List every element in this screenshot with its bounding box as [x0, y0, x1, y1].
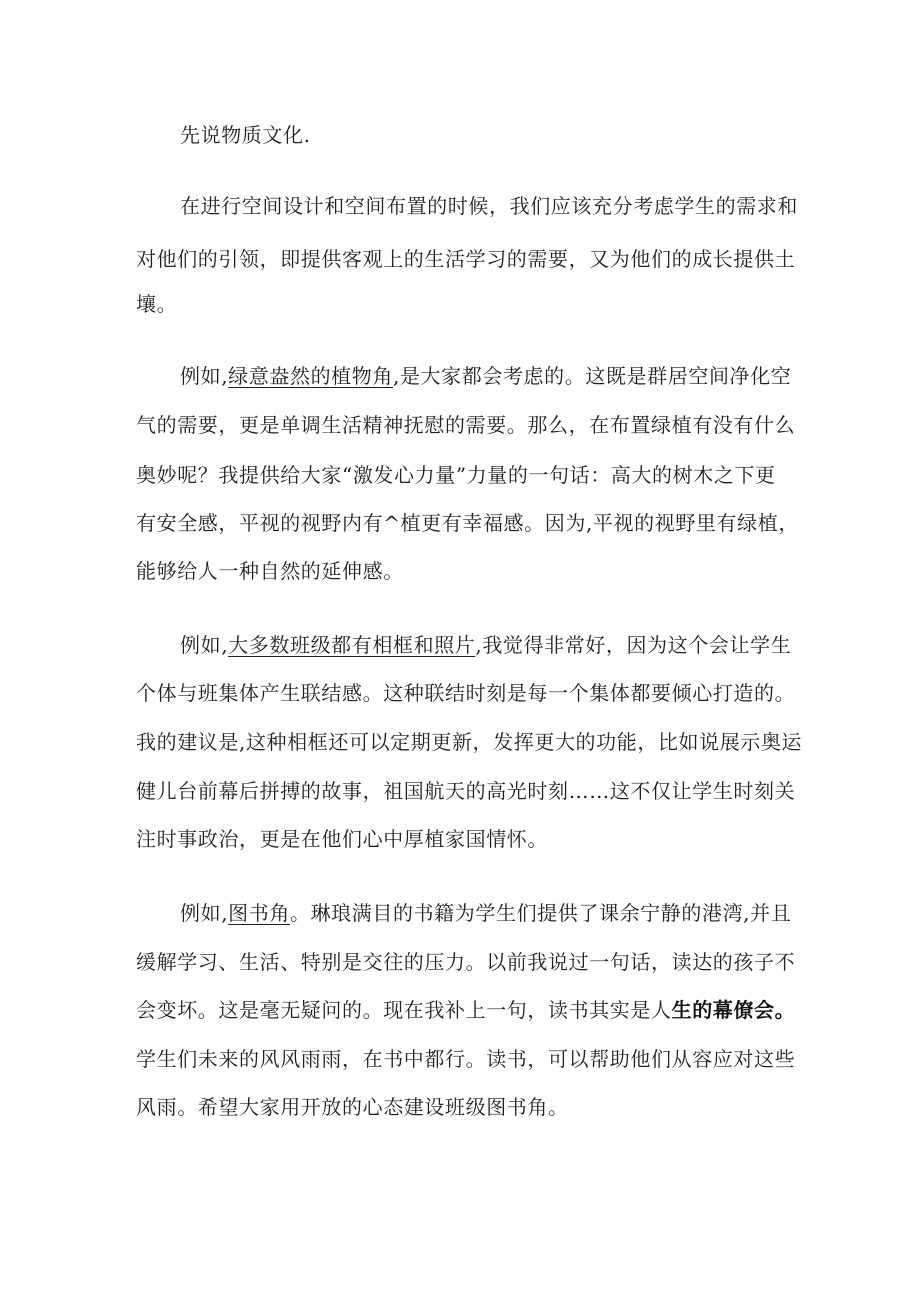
- para3-line-1: [180, 631, 790, 659]
- para1-line-1: 在进行空间设计和空间布置的时候，我们应该充分考虑学生的需求和: [180, 194, 798, 218]
- para2-prefix: 例如,: [180, 364, 229, 388]
- para1-line-3: 壤。: [136, 292, 178, 316]
- para3-line-5: 注时事政治，更是在他们心中厚植家国情怀。: [136, 827, 548, 851]
- book-corner-link: 图书角: [228, 901, 290, 925]
- plant-corner-link: 绿意盎然的植物角: [228, 364, 393, 388]
- para2-line-1: [180, 362, 790, 390]
- para1-line-2: 对他们的引领，即提供客观上的生活学习的需要，又为他们的成长提供土: [136, 247, 796, 271]
- para4-prefix: 例如,: [180, 901, 229, 925]
- para2-line-3: 奥妙呢？我提供给大家“激发心力量”力量的一句话：高大的树木之下更: [136, 463, 776, 487]
- para4-line-4: 学生们未来的风风雨雨，在书中都行。读书，可以帮助他们从容应对这些: [136, 1047, 796, 1071]
- para3-line-3: 我的建议是,这种相框还可以定期更新，发挥更大的功能，比如说展示奥运: [136, 730, 803, 754]
- para3-line-2: 个体与班集体产生联结感。这种联结时刻是每一个集体都要倾心打造的。: [136, 681, 796, 705]
- para3-suffix: ,我觉得非常好，因为这个会让学生: [475, 633, 792, 657]
- para4-suffix: 。琳琅满目的书籍为学生们提供了课余宁静的港湾,并且: [289, 901, 792, 925]
- para4-line3-text: 会变坏。这是毫无疑问的。现在我补上一句，读书其实是人: [136, 998, 672, 1022]
- para2-line-2: 气的需要，更是单调生活精神抚慰的需要。那么，在布置绿植有没有什么: [136, 413, 796, 437]
- photo-frames-link: 大多数班级都有相框和照片: [228, 633, 476, 657]
- para2-suffix: ,是大家都会考虑的。这既是群居空间净化空: [392, 364, 792, 388]
- para3-line-4: 健儿台前幕后拼搏的故事，祖国航天的高光时刻……这不仅让学生时刻关: [136, 779, 796, 803]
- intro-line: 先说物质文化.: [180, 123, 311, 147]
- para4-bold-text: 生的幕僚会。: [671, 998, 796, 1022]
- para3-prefix: 例如,: [180, 633, 229, 657]
- para4-line-3: [136, 996, 796, 1024]
- para4-line-1: [180, 899, 790, 927]
- para2-line-5: 能够给人一种自然的延伸感。: [136, 559, 404, 583]
- para2-line-4: 有安全感，平视的视野内有^植更有幸福感。因为,平视的视野里有绿植，: [136, 511, 799, 535]
- para4-line-5: 风雨。希望大家用开放的心态建设班级图书角。: [136, 1095, 569, 1119]
- para4-line-2: 缓解学习、生活、特别是交往的压力。以前我说过一句话，读达的孩子不: [136, 950, 796, 974]
